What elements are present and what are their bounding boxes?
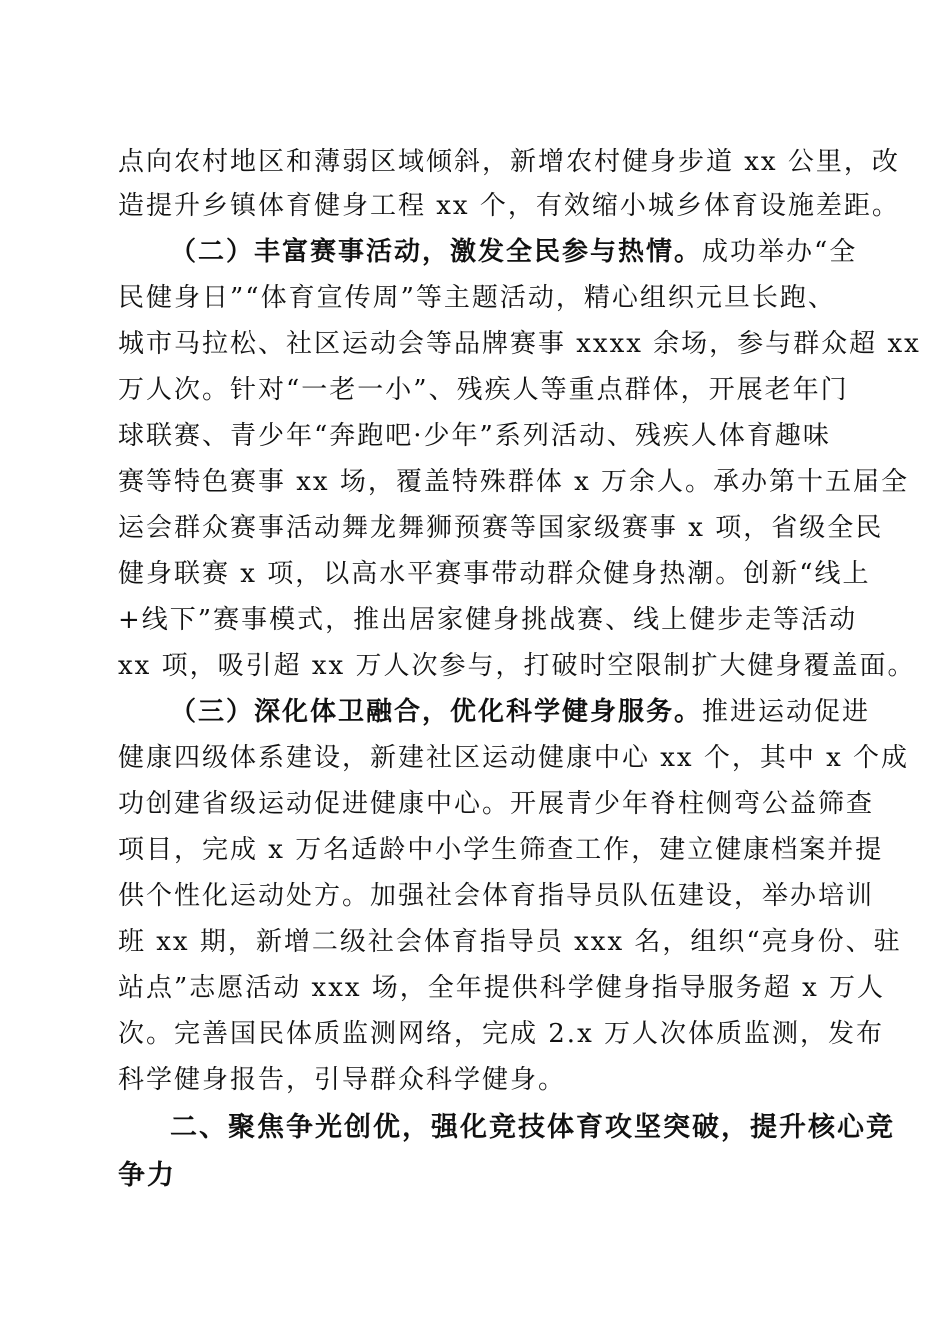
paragraph-line: 供个性化运动处方。加强社会体育指导员队伍建设，举办培训 bbox=[118, 881, 875, 911]
major-heading-line-1: 二、聚焦争光创优，强化竞技体育攻坚突破，提升核心竞 bbox=[170, 1112, 895, 1143]
paragraph-line: 健身联赛 x 项，以高水平赛事带动群众健身热潮。创新“线上 bbox=[118, 559, 871, 589]
section-3-heading: （三）深化体卫融合，优化科学健身服务。 bbox=[170, 697, 703, 727]
paragraph-line: 功创建省级运动促进健康中心。开展青少年脊柱侧弯公益筛查 bbox=[118, 789, 875, 819]
section-2-heading: （二）丰富赛事活动，激发全民参与热情。 bbox=[170, 237, 703, 267]
paragraph-line: 赛等特色赛事 xx 场，覆盖特殊群体 x 万余人。承办第十五届全 bbox=[118, 467, 910, 497]
paragraph-line: 球联赛、青少年“奔跑吧·少年”系列活动、残疾人体育趣味 bbox=[118, 421, 831, 451]
major-heading-line-2: 争力 bbox=[118, 1160, 176, 1191]
paragraph-line: 班 xx 期，新增二级社会体育指导员 xxx 名，组织“亮身份、驻 bbox=[118, 927, 902, 957]
paragraph-line: +线下”赛事模式，推出居家健身挑战赛、线上健步走等活动 bbox=[118, 605, 858, 635]
paragraph-line: xx 项，吸引超 xx 万人次参与，打破时空限制扩大健身覆盖面。 bbox=[118, 651, 916, 681]
section-2-lead-text: 成功举办“全 bbox=[702, 237, 858, 267]
section-2-first-line bbox=[170, 232, 857, 272]
paragraph-line: 万人次。针对“一老一小”、残疾人等重点群体，开展老年门 bbox=[118, 375, 849, 405]
section-3-first-line bbox=[170, 692, 870, 732]
paragraph-line: 次。完善国民体质监测网络，完成 2.x 万人次体质监测，发布 bbox=[118, 1019, 884, 1049]
paragraph-line: 点向农村地区和薄弱区域倾斜，新增农村健身步道 xx 公里，改 bbox=[118, 147, 900, 177]
paragraph-line: 站点”志愿活动 xxx 场，全年提供科学健身指导服务超 x 万人 bbox=[118, 973, 886, 1003]
paragraph-line: 运会群众赛事活动舞龙舞狮预赛等国家级赛事 x 项，省级全民 bbox=[118, 513, 884, 543]
paragraph-line: 科学健身报告，引导群众科学健身。 bbox=[118, 1065, 567, 1095]
paragraph-line: 健康四级体系建设，新建社区运动健康中心 xx 个，其中 x 个成 bbox=[118, 743, 910, 773]
paragraph-line: 城市马拉松、社区运动会等品牌赛事 xxxx 余场，参与群众超 xx bbox=[118, 329, 921, 359]
paragraph-line: 造提升乡镇体育健身工程 xx 个，有效缩小城乡体育设施差距。 bbox=[118, 191, 900, 221]
paragraph-line: 项目，完成 x 万名适龄中小学生筛查工作，建立健康档案并提 bbox=[118, 835, 884, 865]
section-3-lead-text: 推进运动促进 bbox=[702, 697, 871, 727]
paragraph-line: 民健身日”“体育宣传周”等主题活动，精心组织元旦长跑、 bbox=[118, 283, 836, 313]
